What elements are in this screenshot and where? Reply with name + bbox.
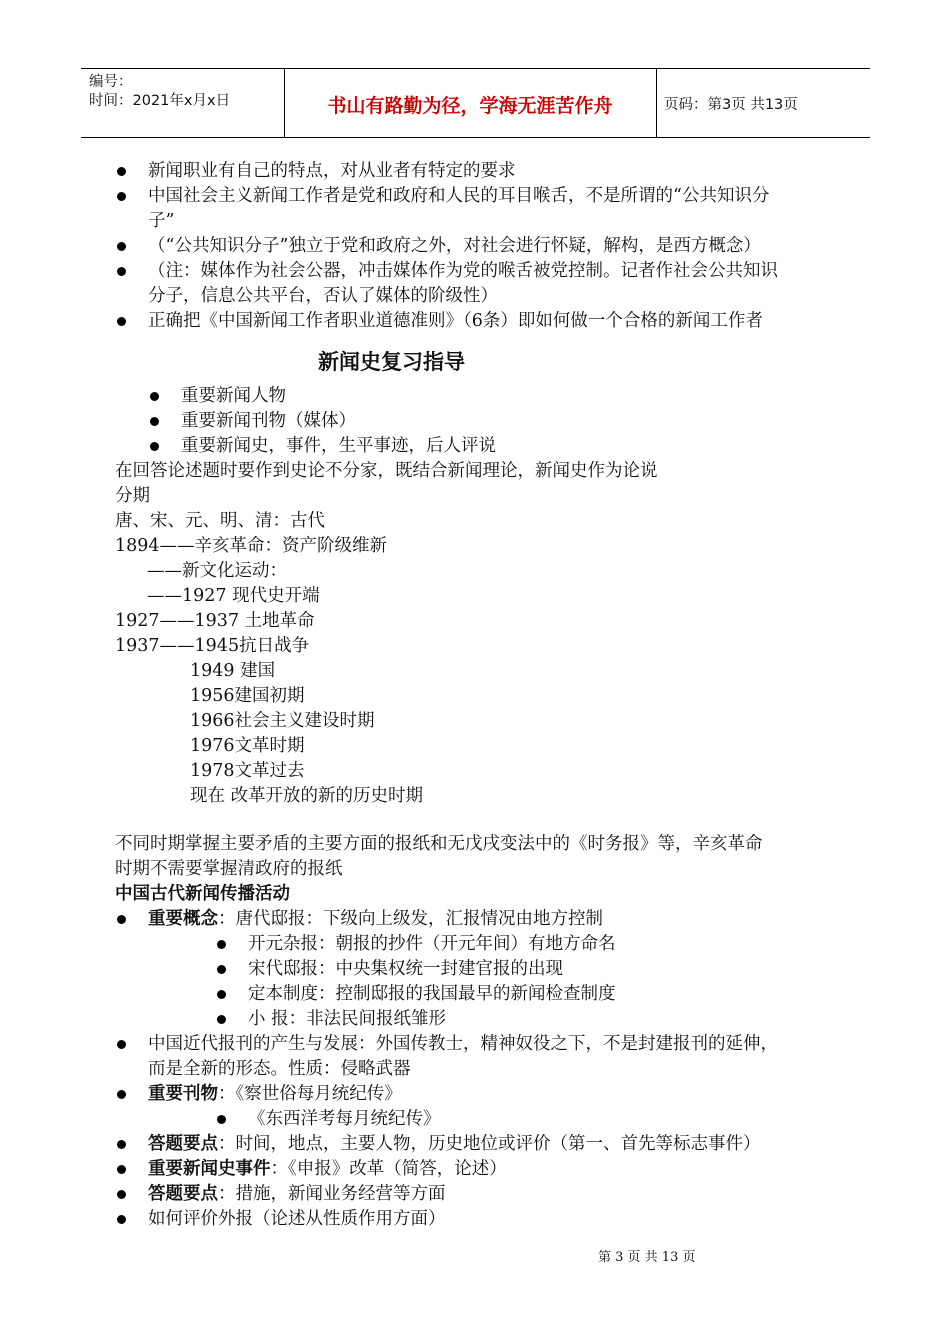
bullet-icon [150, 417, 159, 426]
period-line: 1976文革时期 [190, 736, 305, 756]
bullet-icon [117, 1165, 126, 1174]
intro-bullet-text: 正确把《中国新闻工作者职业道德准则》（6条）即如何做一个合格的新闻工作者 [148, 311, 763, 331]
bullet-icon [117, 1040, 126, 1049]
bullet-icon [117, 915, 126, 924]
points2-label: 答题要点 [148, 1184, 218, 1204]
guide-bullet-text: 重要新闻刊物（媒体） [181, 411, 356, 431]
event-label: 重要新闻史事件 [148, 1159, 271, 1179]
bullet-icon [217, 990, 226, 999]
section-title: 新闻史复习指导 [318, 350, 465, 374]
concepts-label: 重要概念 [148, 909, 218, 929]
periodicals-first: ：《察世俗每月统纪传》 [218, 1084, 402, 1104]
period-line: 1949 建国 [190, 661, 276, 681]
bullet-icon [117, 192, 126, 201]
bullet-icon [117, 1140, 126, 1149]
concepts-line [148, 907, 603, 931]
period-line: ——新文化运动： [147, 561, 287, 581]
header-divider [656, 69, 657, 137]
modern-line: 而是全新的形态。性质：侵略武器 [148, 1059, 411, 1079]
event-text: ：《申报》改革（简答，论述） [270, 1159, 507, 1179]
header-motto: 书山有路勤为径，学海无涯苦作舟 [327, 95, 613, 117]
period-line: 1927——1937 土地革命 [115, 611, 315, 631]
bullet-icon [117, 1190, 126, 1199]
header-meta [89, 73, 230, 111]
method-note: 在回答论述题时要作到史论不分家，既结合新闻理论，新闻史作为论说 [115, 461, 658, 481]
intro-bullet-text: （“公共知识分子”独立于党和政府之外，对社会进行怀疑，解构，是西方概念） [148, 236, 761, 256]
points2-line [148, 1182, 446, 1206]
bullet-icon [117, 267, 126, 276]
bullet-icon [217, 1115, 226, 1124]
number-label: 编号： [89, 74, 133, 90]
intro-bullet-text: （注：媒体作为社会公器，冲击媒体作为党的喉舌被党控制。记者作社会公共知识 [148, 261, 778, 281]
bullet-icon [217, 940, 226, 949]
period-line: 1956建国初期 [190, 686, 305, 706]
bullet-icon [117, 317, 126, 326]
bullet-icon [217, 965, 226, 974]
periods-label: 分期 [115, 486, 150, 506]
page-header [81, 68, 870, 138]
bullet-icon [117, 242, 126, 251]
guide-bullet-text: 重要新闻史，事件，生平事迹，后人评说 [181, 436, 496, 456]
points-label: 答题要点 [148, 1134, 218, 1154]
periodicals-sub: 《东西洋考每月统纪传》 [248, 1109, 441, 1129]
period-line: 唐、宋、元、明、清：古代 [115, 511, 325, 531]
points2-text: ：措施，新闻业务经营等方面 [218, 1184, 446, 1204]
intro-bullet-text: 新闻职业有自己的特点，对从业者有特定的要求 [148, 161, 516, 181]
header-page-info: 页码：第3页 共13页 [664, 97, 798, 113]
concepts-first: ：唐代邸报：下级向上级发，汇报情况由地方控制 [218, 909, 603, 929]
time-label: 时间：2021年x月x日 [89, 93, 231, 109]
period-line: 1937——1945抗日战争 [115, 636, 310, 656]
bullet-icon [150, 392, 159, 401]
concept-sub: 小 报：非法民间报纸雏形 [248, 1009, 447, 1029]
periodicals-label: 重要刊物 [148, 1084, 218, 1104]
evaluate-line: 如何评价外报（论述从性质作用方面） [148, 1209, 446, 1229]
ancient-heading: 中国古代新闻传播活动 [115, 884, 290, 904]
concept-sub: 定本制度：控制邸报的我国最早的新闻检查制度 [248, 984, 616, 1004]
bullet-icon [117, 1090, 126, 1099]
modern-line: 中国近代报刊的产生与发展：外国传教士，精神奴役之下，不是封建报刊的延伸， [148, 1034, 778, 1054]
intro-bullet-text: 分子，信息公共平台，否认了媒体的阶级性） [148, 286, 498, 306]
periodicals-line [148, 1082, 402, 1106]
bullet-icon [217, 1015, 226, 1024]
period-line: 现在 改革开放的新的历史时期 [190, 786, 424, 806]
bullet-icon [150, 442, 159, 451]
guide-bullet-text: 重要新闻人物 [181, 386, 286, 406]
period-line: ——1927 现代史开端 [147, 586, 320, 606]
paragraph-line: 时期不需要掌握清政府的报纸 [115, 859, 343, 879]
period-line: 1978文革过去 [190, 761, 305, 781]
event-line [148, 1157, 507, 1181]
intro-bullet-text: 中国社会主义新闻工作者是党和政府和人民的耳目喉舌，不是所谓的“公共知识分 [148, 186, 770, 206]
bullet-icon [117, 1215, 126, 1224]
concept-sub: 宋代邸报：中央集权统一封建官报的出现 [248, 959, 563, 979]
intro-bullet-text: 子” [148, 211, 175, 231]
paragraph-line: 不同时期掌握主要矛盾的主要方面的报纸和无戊戌变法中的《时务报》等，辛亥革命 [115, 834, 763, 854]
period-line: 1966社会主义建设时期 [190, 711, 375, 731]
period-line: 1894——辛亥革命：资产阶级维新 [115, 536, 388, 556]
page-footer: 第 3 页 共 13 页 [598, 1250, 696, 1265]
points-line [148, 1132, 761, 1156]
bullet-icon [117, 167, 126, 176]
concept-sub: 开元杂报：朝报的抄件（开元年间）有地方命名 [248, 934, 616, 954]
points-text: ：时间，地点，主要人物，历史地位或评价（第一、首先等标志事件） [218, 1134, 761, 1154]
